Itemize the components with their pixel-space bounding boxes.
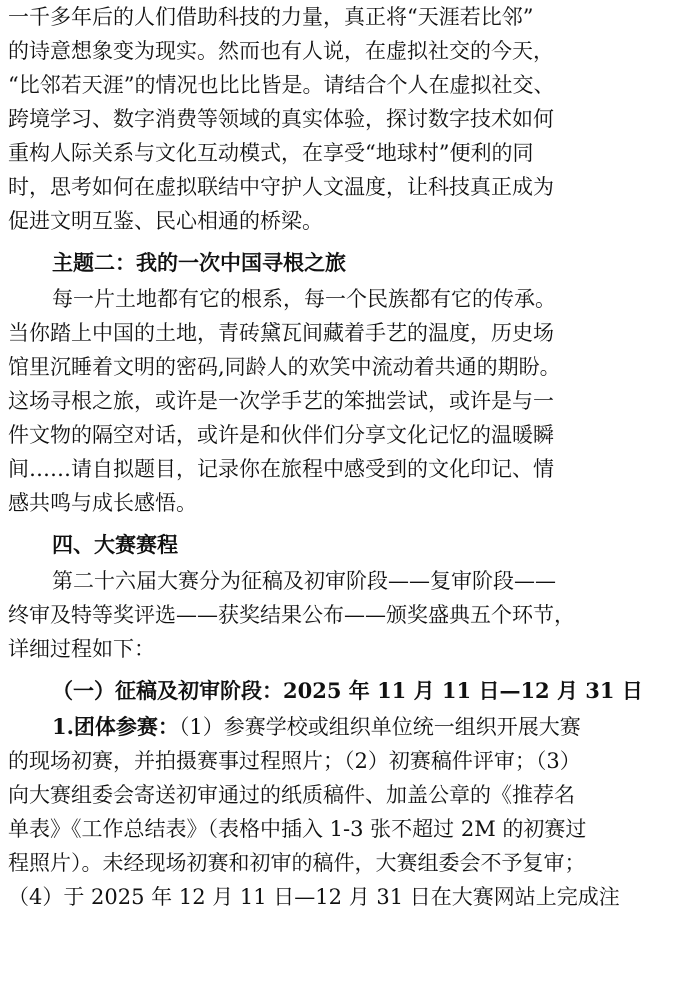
paragraph-line: 促进文明互鉴、民心相通的桥梁。 bbox=[8, 209, 323, 233]
paragraph-line: 的诗意想象变为现实。然而也有人说，在虚拟社交的今天， bbox=[8, 39, 554, 63]
paragraph-line: 馆里沉睡着文明的密码,同龄人的欢笑中流动着共通的期盼。 bbox=[8, 355, 561, 379]
paragraph-line: 详细过程如下： bbox=[8, 637, 155, 661]
paragraph-line: 件文物的隔空对话，或许是和伙伴们分享文化记忆的温暖瞬 bbox=[8, 423, 554, 447]
paragraph-line bbox=[52, 712, 700, 742]
paragraph-line: 跨境学习、数字消费等领域的真实体验，探讨数字技术如何 bbox=[8, 107, 554, 131]
paragraph-line: 向大赛组委会寄送初审通过的纸质稿件、加盖公章的《推荐名 bbox=[8, 783, 575, 807]
paragraph-line: 感共鸣与成长感悟。 bbox=[8, 491, 197, 515]
team-entry-label: 1.团体参赛： bbox=[52, 714, 179, 739]
subsection-heading-stage-one: （一）征稿及初审阶段：2025 年 11 月 11 日—12 月 31 日 bbox=[52, 678, 643, 703]
paragraph-line: “比邻若天涯”的情况也比比皆是。请结合个人在虚拟社交、 bbox=[8, 73, 555, 97]
paragraph-line: 程照片）。未经现场初赛和初审的稿件，大赛组委会不予复审； bbox=[8, 851, 586, 875]
paragraph-line: 第二十六届大赛分为征稿及初审阶段——复审阶段—— bbox=[52, 569, 556, 593]
paragraph-line: 当你踏上中国的土地，青砖黛瓦间藏着手艺的温度，历史场 bbox=[8, 321, 554, 345]
paragraph-line: 的现场初赛，并拍摄赛事过程照片；（2）初赛稿件评审；（3） bbox=[8, 749, 581, 773]
section-heading-theme-two: 主题二：我的一次中国寻根之旅 bbox=[52, 250, 346, 275]
paragraph-line: 时，思考如何在虚拟联结中守护人文温度，让科技真正成为 bbox=[8, 175, 554, 199]
paragraph-line: 这场寻根之旅，或许是一次学手艺的笨拙尝试，或许是与一 bbox=[8, 389, 554, 413]
paragraph-line: （4）于 2025 年 12 月 11 日—12 月 31 日在大赛网站上完成注 bbox=[8, 885, 620, 909]
paragraph-line: 一千多年后的人们借助科技的力量，真正将“天涯若比邻” bbox=[8, 5, 534, 29]
team-entry-text: （1）参赛学校或组织单位统一组织开展大赛 bbox=[178, 715, 581, 739]
paragraph-line: 单表》《工作总结表》（表格中插入 1-3 张不超过 2M 的初赛过 bbox=[8, 817, 587, 841]
paragraph-line: 间……请自拟题目，记录你在旅程中感受到的文化印记、情 bbox=[8, 457, 554, 481]
paragraph-line: 终审及特等奖评选——获奖结果公布——颁奖盛典五个环节， bbox=[8, 603, 575, 627]
paragraph-line: 每一片土地都有它的根系，每一个民族都有它的传承。 bbox=[52, 287, 556, 311]
paragraph-line: 重构人际关系与文化互动模式，在享受“地球村”便利的同 bbox=[8, 141, 534, 165]
section-heading-schedule: 四、大赛赛程 bbox=[52, 532, 178, 557]
